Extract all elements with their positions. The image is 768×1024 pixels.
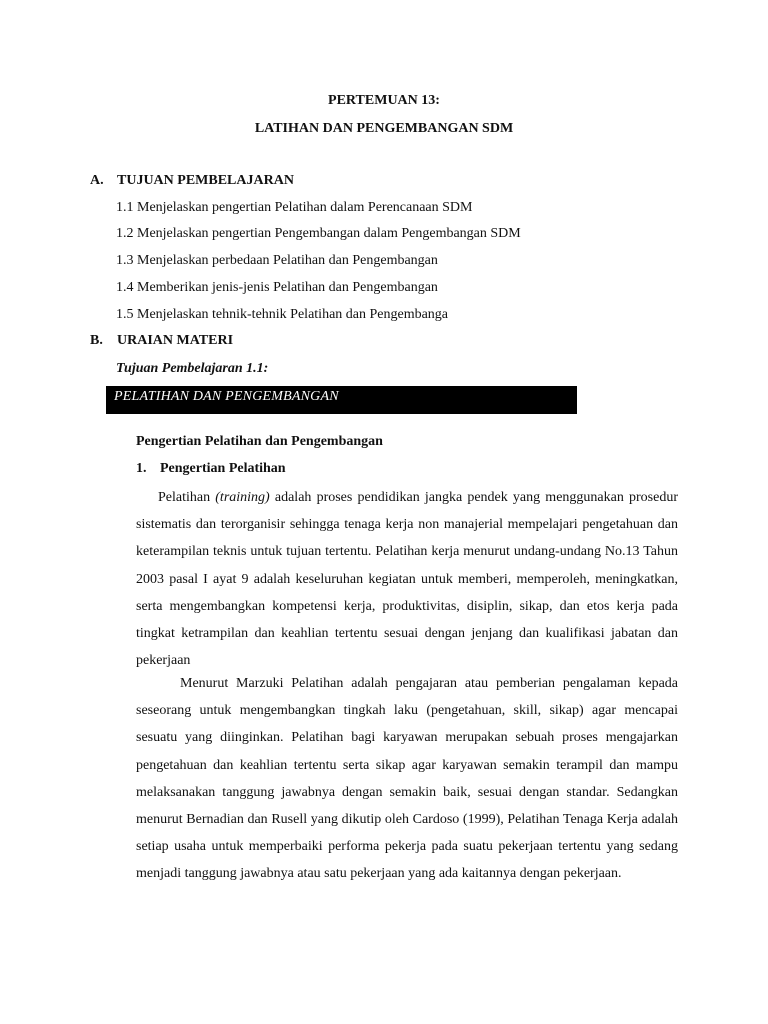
- paragraph-italic-term: (training): [215, 490, 270, 505]
- section-b-number: B.: [90, 333, 103, 348]
- objective-item: 1.5 Menjelaskan tehnik-tehnik Pelatihan dan Pengembanga: [116, 307, 449, 322]
- objective-item: 1.1 Menjelaskan pengertian Pelatihan dalam Perencanaan SDM: [116, 200, 473, 215]
- objective-item: 1.3 Menjelaskan perbedaan Pelatihan dan Pengembangan: [116, 253, 438, 268]
- topic-banner: [106, 386, 577, 414]
- paragraph-pelatihan-definition: [136, 484, 678, 674]
- objective-item: 1.4 Memberikan jenis-jenis Pelatihan dan Pengembangan: [116, 280, 438, 295]
- objective-item: 1.2 Menjelaskan pengertian Pengembangan dalam Pengembangan SDM: [116, 226, 521, 241]
- topic-banner-text: PELATIHAN DAN PENGEMBANGAN: [114, 389, 339, 404]
- section-a-heading: TUJUAN PEMBELAJARAN: [117, 173, 294, 188]
- section-a-number: A.: [90, 173, 104, 188]
- document-title-line-1: PERTEMUAN 13:: [328, 93, 440, 108]
- paragraph-text: Pelatihan: [158, 490, 216, 505]
- subheading: Pengertian Pelatihan dan Pengembangan: [136, 434, 383, 449]
- section-b-heading: URAIAN MATERI: [117, 333, 234, 348]
- document-title-line-2: LATIHAN DAN PENGEMBANGAN SDM: [254, 121, 514, 136]
- paragraph-text: adalah proses pendidikan jangka pendek yang menggunakan prosedur sistematis dan terorganisir sehingga tenaga kerja non manajerial mempelajari pengetahuan dan keterampilan teknis untuk tujuan tertentu. Pelatihan kerja menurut undang-undang No.13 Tahun 2003 pasal I ayat 9 adalah keseluruhan kegiatan untuk memberi, memperoleh, meningkatkan, serta mengembangkan kompetensi kerja, produktivitas, disiplin, sikap, dan etos kerja pada tingkat ketrampilan dan keahlian tertentu sesuai dengan jenjang dan kualifikasi jabatan dan pekerjaan: [136, 490, 678, 669]
- learning-objective-label: Tujuan Pembelajaran 1.1:: [116, 361, 269, 376]
- subsection-number: 1.: [136, 461, 147, 476]
- paragraph-marzuki: Menurut Marzuki Pelatihan adalah pengajaran atau pemberian pengalaman kepada seseorang untuk mengembangkan tingkah laku (pengetahuan, skill, sikap) agar mencapai sesuatu yang diinginkan. Pelatihan bagi karyawan merupakan sebuah proses mengajarkan pengetahuan dan keahlian tertentu serta sikap agar karyawan semakin terampil dan mampu melaksanakan tanggung jawabnya dengan semakin baik, sesuai dengan standar. Sedangkan menurut Bernadian dan Rusell yang dikutip oleh Cardoso (1999), Pelatihan Tenaga Kerja adalah setiap usaha untuk memperbaiki performa pekerja pada suatu pekerjaan tertentu yang sedang menjadi tanggung jawabnya atau satu pekerjaan yang ada kaitannya dengan pekerjaan.: [136, 676, 678, 882]
- subsection-title: Pengertian Pelatihan: [160, 461, 286, 476]
